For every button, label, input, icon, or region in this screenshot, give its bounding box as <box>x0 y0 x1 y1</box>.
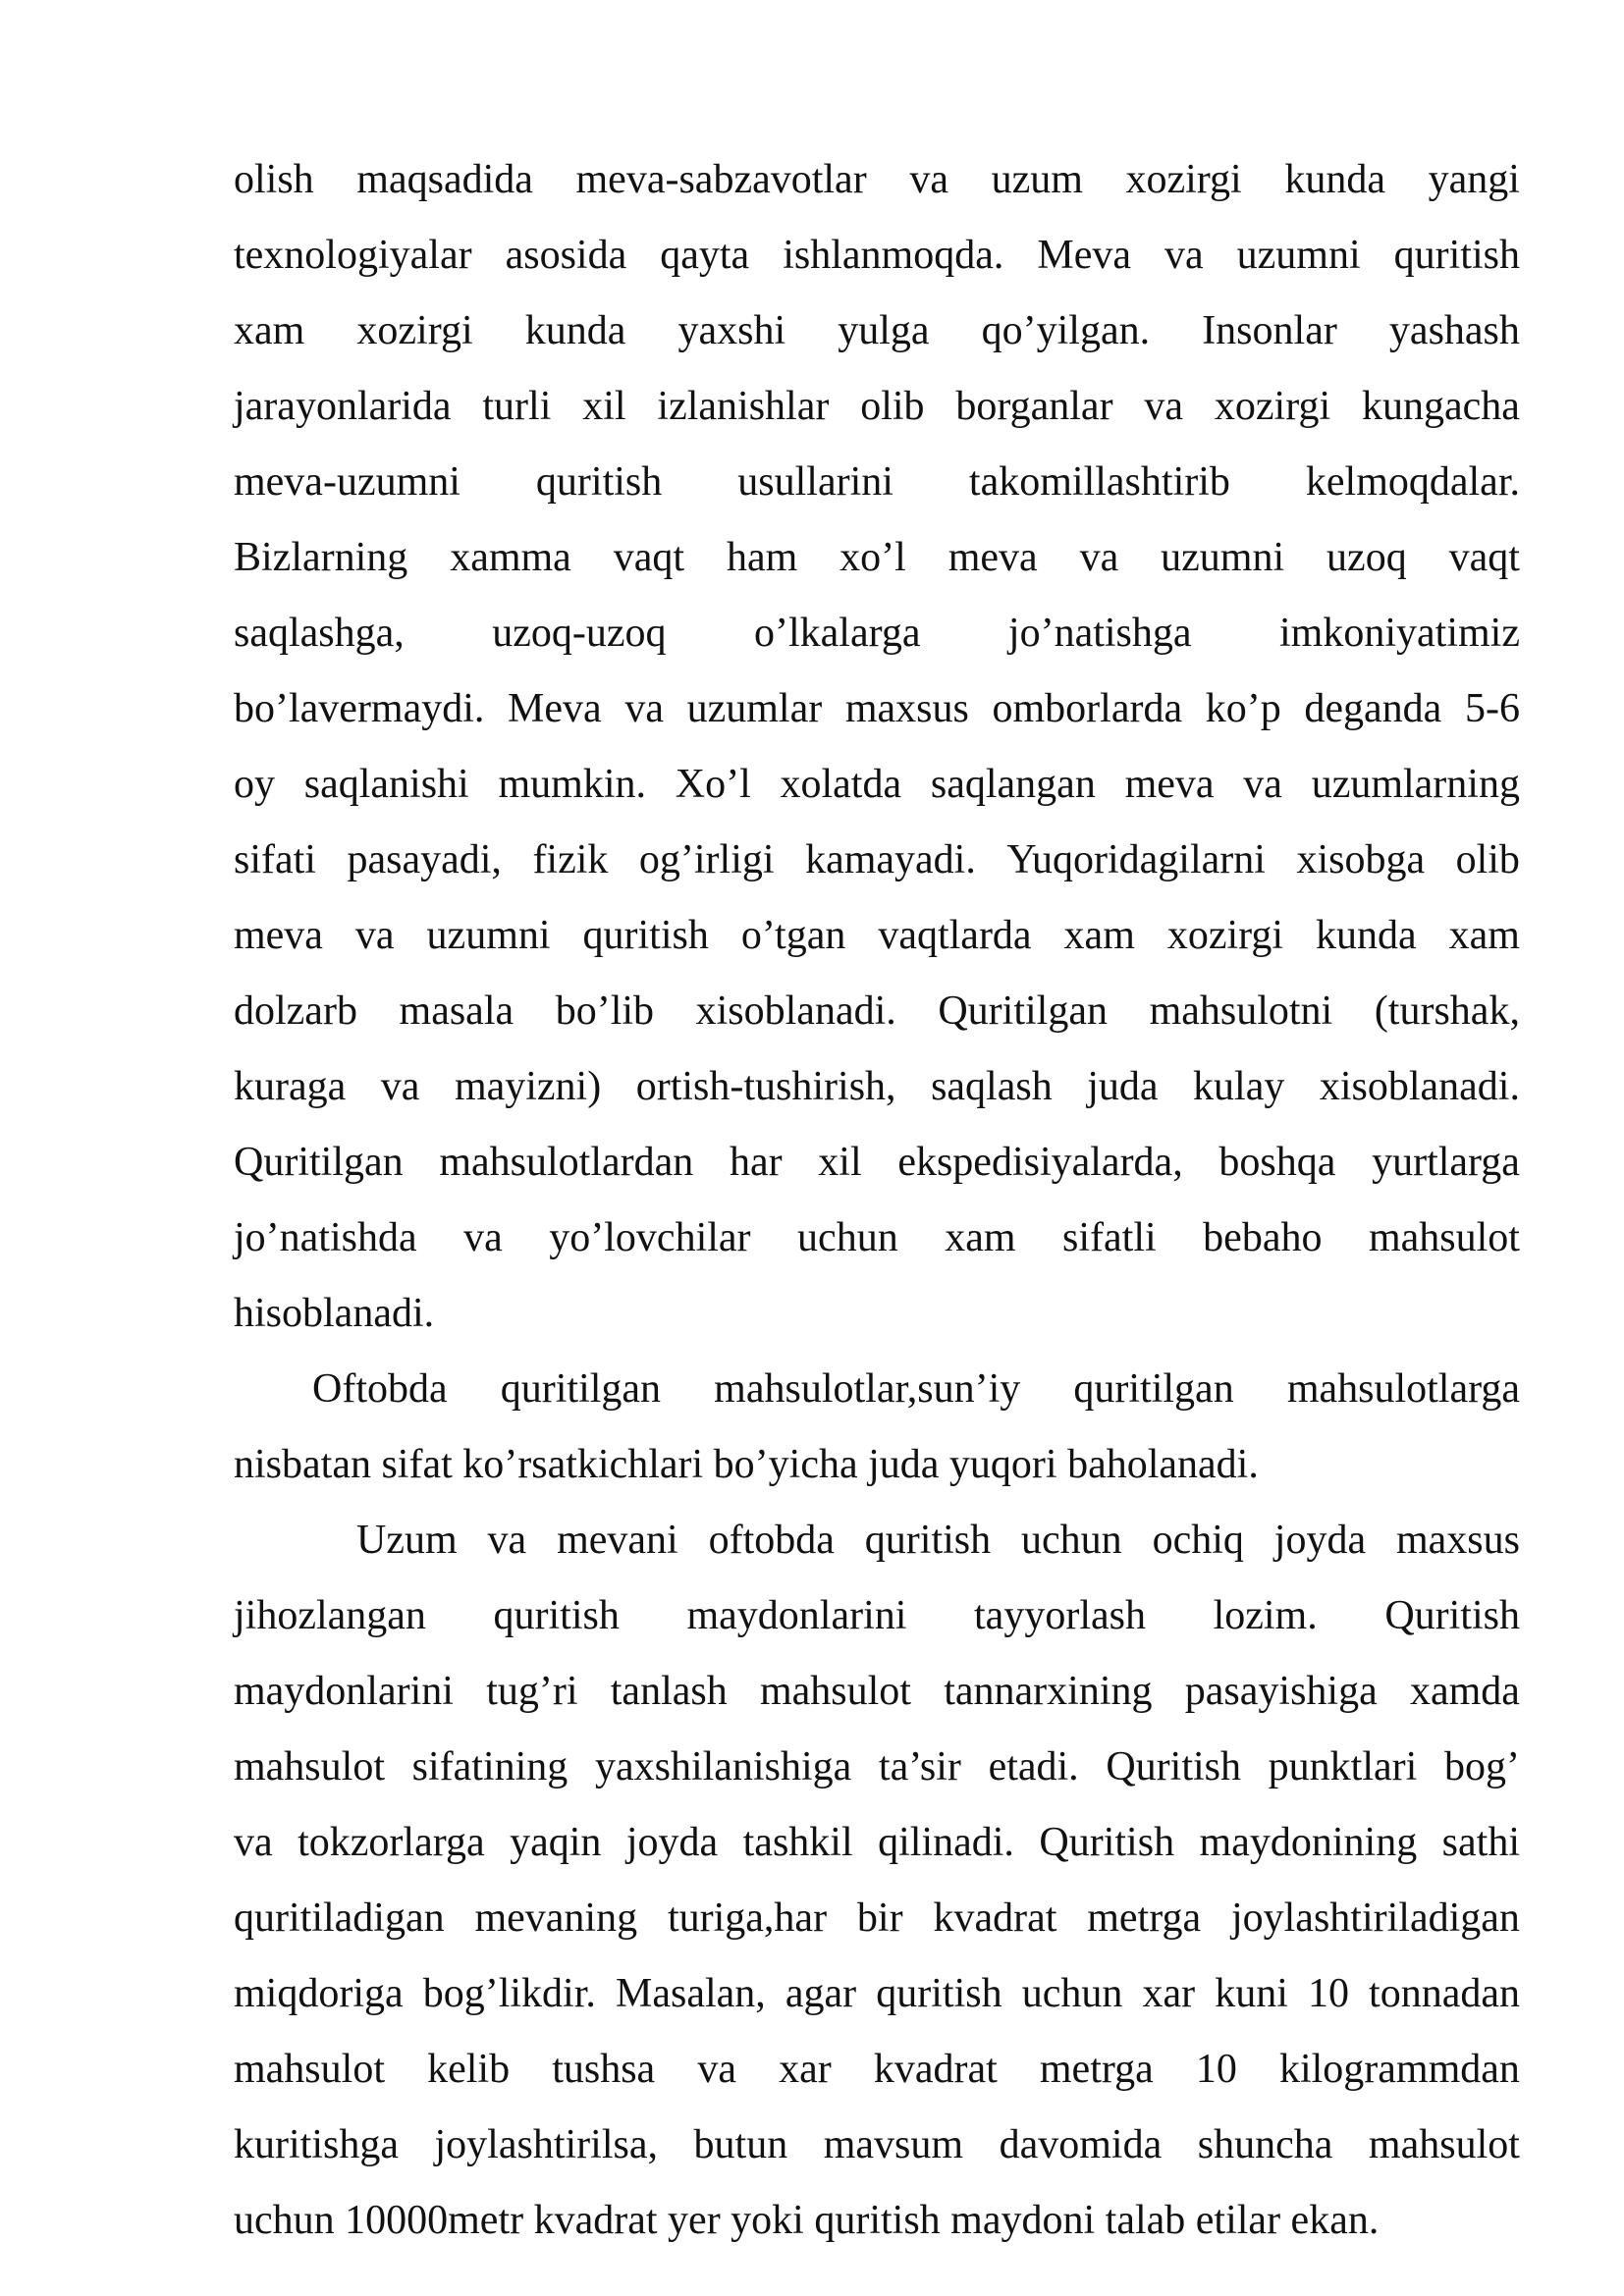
word: etadi. <box>988 1744 1079 1789</box>
word: mahsulot <box>1368 1215 1520 1260</box>
word: joyda <box>625 1820 719 1865</box>
word: Oftobda <box>312 1366 448 1412</box>
word: xam <box>1063 913 1135 958</box>
text-line <box>234 445 1520 520</box>
word: va <box>909 157 948 202</box>
word: quritish <box>876 1971 1002 2016</box>
word: davomida <box>999 2122 1163 2167</box>
word: xozirgi <box>1166 913 1284 958</box>
text-line <box>234 1049 1520 1125</box>
word: jo’natishda <box>234 1215 417 1260</box>
word: har <box>729 1140 783 1185</box>
word: xil <box>818 1140 862 1185</box>
word: metrga <box>1087 1896 1202 1941</box>
word: metrga <box>1039 2047 1154 2092</box>
word: Meva <box>1037 233 1131 278</box>
word: tushsa <box>552 2047 656 2092</box>
word: saqlash <box>931 1064 1053 1109</box>
word: kulay <box>1193 1064 1285 1109</box>
text-line <box>234 520 1520 596</box>
word: imkoniyatimiz <box>1279 611 1520 656</box>
word: yo’lovchilar <box>549 1215 751 1260</box>
word: tayyorlash <box>974 1593 1146 1638</box>
word: xam <box>234 308 305 353</box>
word: miqdoriga <box>234 1971 404 2016</box>
word: boshqa <box>1218 1140 1336 1185</box>
word: mevaning <box>474 1896 638 1941</box>
word: og’irligi <box>638 837 775 882</box>
word: xisoblanadi. <box>1319 1064 1520 1109</box>
word: o’lkalarga <box>753 611 921 656</box>
word: ochiq <box>1152 1518 1244 1563</box>
word: bo’lib <box>555 988 655 1034</box>
word: tokzorlarga <box>298 1820 485 1865</box>
text-line: hisoblanadi. <box>234 1291 435 1336</box>
word: olish <box>234 157 314 202</box>
word: mahsulotlardan <box>439 1140 694 1185</box>
word: xisobga <box>1296 837 1426 882</box>
word: quritish <box>493 1593 620 1638</box>
word: yulga <box>838 308 930 353</box>
word: quritish <box>1393 233 1520 278</box>
word: 10 <box>1195 2047 1237 2092</box>
word: yangi <box>1428 157 1520 202</box>
word: saqlangan <box>930 762 1096 807</box>
word: mevani <box>557 1518 678 1563</box>
word: oy <box>234 762 275 807</box>
word: xar <box>1142 1971 1196 2016</box>
word: xo’l <box>839 535 906 580</box>
text-line: uchun 10000metr kvadrat yer yoki quritish maydoni talab etilar ekan. <box>234 2198 1380 2243</box>
text-line <box>234 1881 1520 1956</box>
word: sifati <box>234 837 316 882</box>
word: quritilgan <box>500 1366 662 1412</box>
word: saqlanishi <box>303 762 469 807</box>
word: meva-sabzavotlar <box>575 157 867 202</box>
word: qilinadi. <box>878 1820 1014 1865</box>
word: quritish <box>582 913 709 958</box>
word: uzumni <box>1161 535 1285 580</box>
text-line <box>234 1730 1520 1805</box>
word: yaqin <box>510 1820 602 1865</box>
word: uchun <box>1021 1518 1122 1563</box>
word: ko’p <box>1205 686 1281 731</box>
word: kamayadi. <box>805 837 976 882</box>
word: tonnadan <box>1369 1971 1520 2016</box>
word: mahsulot <box>234 1744 385 1789</box>
word: juda <box>1087 1064 1159 1109</box>
text-line <box>234 142 1520 218</box>
word: quritish <box>864 1518 992 1563</box>
text-line <box>234 1578 1520 1654</box>
word: bir <box>856 1896 903 1941</box>
word: jarayonlarida <box>234 384 452 429</box>
text-line <box>234 294 1520 369</box>
word: mahsulot <box>759 1669 911 1714</box>
word: sifatining <box>411 1744 568 1789</box>
word: takomillashtirib <box>968 459 1230 505</box>
word: vaqt <box>1448 535 1520 580</box>
text-line <box>234 898 1520 974</box>
word: joyda <box>1273 1518 1367 1563</box>
text-line <box>234 1805 1520 1881</box>
text-line <box>234 2032 1520 2108</box>
word: Bizlarning <box>234 535 408 580</box>
word: quritish <box>535 459 663 505</box>
word: Insonlar <box>1202 308 1337 353</box>
word: jo’natishga <box>1007 611 1192 656</box>
word: olib <box>1455 837 1520 882</box>
word: meva <box>234 913 323 958</box>
word: texnologiyalar <box>234 233 472 278</box>
word: bog’likdir. <box>422 1971 596 2016</box>
word: mahsulot <box>234 2047 385 2092</box>
word: meva <box>947 535 1038 580</box>
word: tanlash <box>610 1669 728 1714</box>
word: maydonlarini <box>234 1669 454 1714</box>
text-line: nisbatan sifat ko’rsatkichlari bo’yicha juda yuqori baholanadi. <box>234 1442 1259 1487</box>
word: qo’yilgan. <box>981 308 1151 353</box>
word: maydonining <box>1199 1820 1418 1865</box>
word: punktlari <box>1268 1744 1418 1789</box>
word: borganlar <box>955 384 1113 429</box>
word: fizik <box>532 837 609 882</box>
text-line <box>234 1201 1520 1276</box>
word: vaqt <box>613 535 685 580</box>
word: ham <box>726 535 798 580</box>
word: asosida <box>505 233 627 278</box>
word: kelib <box>427 2047 511 2092</box>
word: 10 <box>1307 1971 1349 2016</box>
word: kungacha <box>1361 384 1520 429</box>
word: yashash <box>1388 308 1520 353</box>
word: quritiladigan <box>234 1896 445 1941</box>
word: kvadrat <box>873 2047 998 2092</box>
word: va <box>1243 762 1282 807</box>
word: butun <box>693 2122 788 2167</box>
word: xam <box>1448 913 1520 958</box>
word: uzoq-uzoq <box>492 611 667 656</box>
word: xozirgi <box>1125 157 1242 202</box>
word: bo’lavermaydi. <box>234 686 485 731</box>
word: xozirgi <box>356 308 473 353</box>
word: Quritilgan <box>234 1140 404 1185</box>
word: uzumlar <box>686 686 823 731</box>
word: qayta <box>660 233 750 278</box>
word: kilogrammdan <box>1278 2047 1520 2092</box>
word: 5-6 <box>1464 686 1520 731</box>
word: izlanishlar <box>657 384 830 429</box>
word: uchun <box>1021 1971 1123 2016</box>
word: kunda <box>1284 157 1385 202</box>
word: shuncha <box>1197 2122 1333 2167</box>
word: oftobda <box>708 1518 835 1563</box>
word: Masalan, <box>616 1971 766 2016</box>
word: bog’ <box>1443 1744 1520 1789</box>
word: va <box>697 2047 736 2092</box>
word: pasayishiga <box>1184 1669 1378 1714</box>
text-line <box>234 1654 1520 1730</box>
word: maxsus <box>844 686 969 731</box>
word: Quritilgan <box>938 988 1108 1034</box>
word: Uzum <box>356 1518 458 1563</box>
text-line <box>234 596 1520 671</box>
word: meva-uzumni <box>234 459 460 505</box>
word: (turshak, <box>1374 988 1520 1034</box>
text-line <box>234 974 1520 1049</box>
word: maqsadida <box>356 157 533 202</box>
text-line <box>234 218 1520 294</box>
word: xam <box>945 1215 1016 1260</box>
word: mahsulot <box>1368 2122 1520 2167</box>
word: vaqtlarda <box>878 913 1032 958</box>
word: sathi <box>1441 1820 1520 1865</box>
word: va <box>487 1518 527 1563</box>
word: yaxshi <box>677 308 786 353</box>
word: kuni <box>1215 1971 1288 2016</box>
word: xar <box>779 2047 832 2092</box>
word: sifatli <box>1062 1215 1157 1260</box>
word: Meva <box>508 686 602 731</box>
word: kvadrat <box>933 1896 1057 1941</box>
word: uzoq <box>1326 535 1407 580</box>
word: kuritishga <box>234 2122 399 2167</box>
word: va <box>234 1820 273 1865</box>
word: kelmoqdalar. <box>1305 459 1520 505</box>
text-line <box>234 747 1520 823</box>
word: ta’sir <box>878 1744 961 1789</box>
word: ekspedisiyalarda, <box>897 1140 1183 1185</box>
word: kuraga <box>234 1064 347 1109</box>
text-line <box>234 2108 1520 2183</box>
word: pasayadi, <box>347 837 502 882</box>
word: va <box>624 686 664 731</box>
word: tannarxining <box>944 1669 1153 1714</box>
word: Quritish <box>1039 1820 1175 1865</box>
word: uzum <box>991 157 1083 202</box>
text-line <box>234 1956 1520 2032</box>
text-line <box>234 1125 1520 1201</box>
text-line <box>234 1503 1520 1578</box>
word: kunda <box>1316 913 1417 958</box>
word: uzumlarning <box>1311 762 1520 807</box>
text-line <box>234 671 1520 747</box>
word: quritilgan <box>1073 1366 1234 1412</box>
word: va <box>380 1064 420 1109</box>
word: ishlanmoqda. <box>783 233 1004 278</box>
word: mumkin. <box>498 762 646 807</box>
word: va <box>1144 384 1184 429</box>
word: xolatda <box>780 762 902 807</box>
word: tashkil <box>742 1820 853 1865</box>
word: kunda <box>524 308 626 353</box>
word: uzumni <box>1236 233 1361 278</box>
word: Quritish <box>1106 1744 1242 1789</box>
word: va <box>463 1215 503 1260</box>
word: joylashtirilsa, <box>434 2122 658 2167</box>
word: yurtlarga <box>1372 1140 1520 1185</box>
word: tug’ri <box>486 1669 578 1714</box>
word: xisoblanadi. <box>695 988 896 1034</box>
text-line <box>234 1352 1520 1427</box>
word: mavsum <box>823 2122 964 2167</box>
word: olib <box>860 384 925 429</box>
word: uzumni <box>426 913 551 958</box>
text-line <box>234 369 1520 445</box>
word: agar <box>785 1971 857 2016</box>
word: turiga,har <box>667 1896 828 1941</box>
word: yaxshilanishiga <box>594 1744 852 1789</box>
word: mayizni) <box>454 1064 602 1109</box>
word: va <box>354 913 395 958</box>
word: Xo’l <box>675 762 751 807</box>
word: maxsus <box>1395 1518 1520 1563</box>
word: ortish-tushirish, <box>635 1064 896 1109</box>
word: lozim. <box>1213 1593 1318 1638</box>
word: deganda <box>1304 686 1442 731</box>
word: Quritish <box>1384 1593 1520 1638</box>
word: xil <box>582 384 626 429</box>
word: usullarini <box>737 459 893 505</box>
word: mahsulotlar,sun’iy <box>714 1366 1021 1412</box>
word: meva <box>1124 762 1215 807</box>
word: jihozlangan <box>234 1593 426 1638</box>
document-page <box>234 142 1520 2259</box>
word: va <box>1079 535 1119 580</box>
word: turli <box>482 384 552 429</box>
word: mahsulotlarga <box>1286 1366 1520 1412</box>
word: mahsulotni <box>1149 988 1333 1034</box>
word: Yuqoridagilarni <box>1006 837 1266 882</box>
word: dolzarb <box>234 988 357 1034</box>
word: saqlashga, <box>234 611 405 656</box>
word: xamma <box>450 535 571 580</box>
document-body <box>234 142 1520 2259</box>
word: omborlarda <box>992 686 1183 731</box>
word: va <box>1164 233 1204 278</box>
word: joylashtiriladigan <box>1230 1896 1520 1941</box>
word: bebaho <box>1203 1215 1323 1260</box>
word: uchun <box>797 1215 898 1260</box>
text-line <box>234 823 1520 898</box>
word: xamda <box>1409 1669 1520 1714</box>
word: masala <box>399 988 514 1034</box>
word: maydonlarini <box>686 1593 907 1638</box>
word: xozirgi <box>1214 384 1331 429</box>
word: o’tgan <box>740 913 846 958</box>
